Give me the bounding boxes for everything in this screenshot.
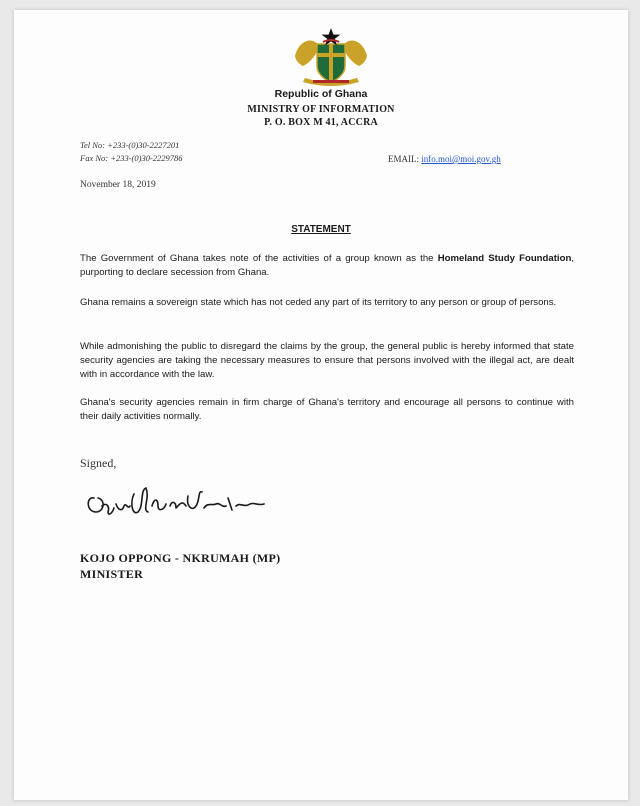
signatory-title: MINISTER (80, 567, 144, 581)
paragraph-4: Ghana's security agencies remain in firm charge of Ghana's territory and encourage all persons to continue with their daily activities normally. (80, 397, 574, 422)
paragraph-3: While admonishing the public to disregard the claims by the group, the general public is hereby informed that state security agencies are taking the necessary measures to ensure that persons involved with the illegal act, are dealt with in accordance with the law. (80, 341, 574, 380)
country-name: Republic of Ghana (274, 88, 368, 100)
statement-heading: STATEMENT (291, 224, 351, 235)
paragraph-1-intro: The Government of Ghana takes note of the activities of a group known as the (80, 253, 438, 264)
signed-label: Signed, (80, 456, 117, 470)
paragraph-2: Ghana remains a sovereign state which has not ceded any part of its territory to any person or group of persons. (80, 297, 557, 308)
handwritten-signature (82, 476, 272, 526)
email-line (388, 154, 501, 164)
paragraph-1 (80, 252, 574, 280)
signatory-name: KOJO OPPONG - NKRUMAH (MP) (80, 551, 281, 565)
telephone-number: Tel No: +233-(0)30-2227201 (80, 140, 180, 150)
letter-date: November 18, 2019 (80, 180, 156, 190)
paragraph-1-end: , purporting to declare secession from Ghana. (80, 253, 574, 278)
ministry-name: MINISTRY OF INFORMATION (247, 104, 395, 115)
fax-number: Fax No: +233-(0)30-2229786 (80, 153, 183, 163)
ghana-coat-of-arms-icon (289, 26, 373, 90)
email-link[interactable]: info.moi@moi.gov.gh (421, 154, 501, 164)
organization-name: Homeland Study Foundation (437, 253, 572, 264)
ministry-address: P. O. BOX M 41, ACCRA (264, 117, 378, 128)
letter-page (14, 10, 628, 800)
email-label: EMAIL: (388, 154, 422, 164)
